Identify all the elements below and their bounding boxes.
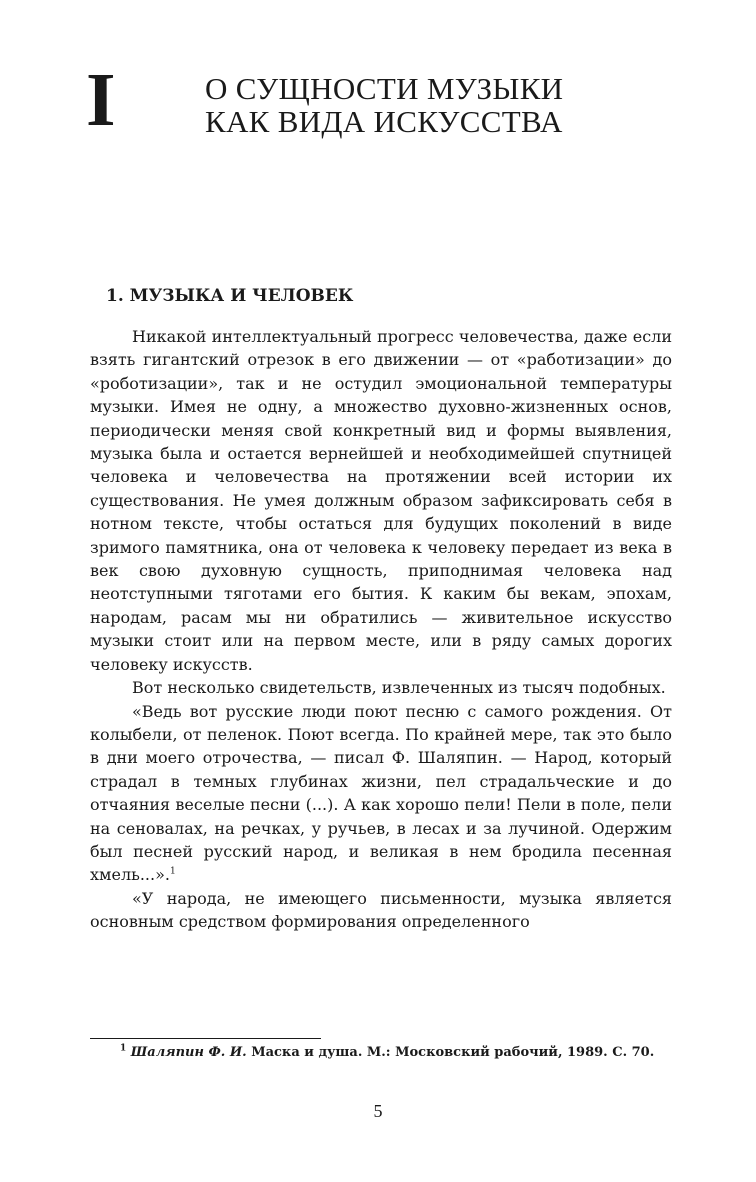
footnote-number: 1: [120, 1043, 127, 1054]
paragraph-3: [90, 700, 672, 887]
footnote-reference: 1: [169, 867, 176, 878]
chapter-title: [205, 72, 563, 138]
paragraph-4: «У народа, не имеющего письменности, музыка является основным средством формирования определенного: [90, 888, 672, 932]
chapter-number: I: [86, 58, 116, 142]
paragraph-3-text: «Ведь вот русские люди поют песню с самого рождения. От колыбели, от пеленок. Поют всегда. По крайней мере, так это было в дни моего отрочества, — писал Ф. Шаляпин. — Народ, который страдал в темных глубинах жизни, пел страдальческие и до отчаяния веселые песни (...). А как хорошо пели! Пели в поле, пели на сеновалах, на речках, у ручьев, в лесах и за лучиной. Одержим был песней русский народ, и великая в нем бродила песенная хмель...».: [90, 701, 672, 885]
body-text: [90, 325, 672, 934]
footnote-citation: Маска и душа. М.: Московский рабочий, 1989. С. 70.: [251, 1045, 655, 1060]
footnote-author: Шаляпин Ф. И.: [130, 1045, 247, 1060]
chapter-title-line-2: КАК ВИДА ИСКУССТВА: [205, 104, 563, 139]
footnote: [90, 1044, 672, 1062]
paragraph-1: Никакой интеллектуальный прогресс человечества, даже если взять гигантский отрезок в его движении — от «работизации» до «роботизации», так и не остудил эмоциональной температуры музыки. Имея не одну, а множество духовно-жизненных основ, периодически меняя свой конкретный вид и формы выявления, музыка была и остается вернейшей и необходимейшей спутницей человека и человечества на протяжении всей истории их существования. Не умея должным образом зафиксировать себя в нотном тексте, чтобы остаться для будущих поколений в виде зримого памятника, она от человека к человеку передает из века в век свою духовную сущность, приподнимая человека над неотступными тяготами его бытия. К каким бы векам, эпохам, народам, расам мы ни обратились — живительное искусство музыки стоит или на первом месте, или в ряду самых дорогих человеку искусств.: [90, 327, 672, 674]
page-number: 5: [373, 1101, 383, 1121]
section-heading: 1. МУЗЫКА И ЧЕЛОВЕК: [106, 286, 354, 306]
chapter-title-line-1: О СУЩНОСТИ МУЗЫКИ: [205, 71, 564, 106]
paragraph-2: Вот несколько свидетельств, извлеченных из тысяч подобных.: [132, 678, 666, 698]
footnote-divider: [90, 1038, 321, 1039]
